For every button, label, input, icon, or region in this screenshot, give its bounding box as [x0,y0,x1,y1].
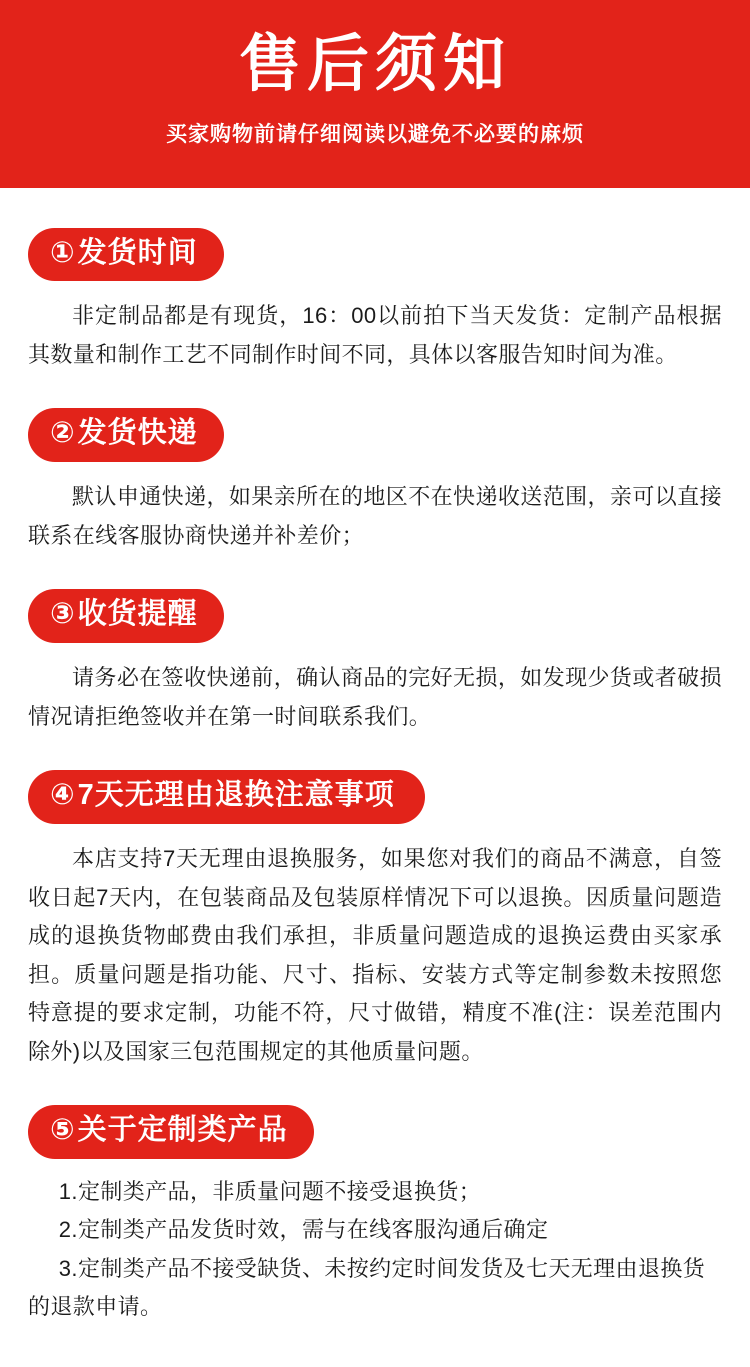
section-title: 发货快递 [77,417,198,450]
section-number: ① [50,236,76,269]
list-item: 3.定制类产品不接受缺货、未按约定时间发货及七天无理由退换货的退款申请。 [28,1255,706,1320]
section-title: 关于定制类产品 [77,1114,288,1147]
section-receipt-reminder [28,589,722,736]
section-title: 7天无理由退换注意事项 [77,779,395,812]
section-shipping-time [28,228,722,375]
section-shipping-courier [28,408,722,555]
section-heading-badge [28,408,224,462]
list-item: 2.定制类产品发货时效，需与在线客服沟通后确定 [58,1217,549,1243]
section-paragraph: 非定制品都是有现货，16：00以前拍下当天发货：定制产品根据其数量和制作工艺不同制作时间不同，具体以客服告知时间为准。 [28,303,722,367]
notice-content [0,228,750,1367]
list-item: 1.定制类产品，非质量问题不接受退换货； [58,1178,482,1204]
section-heading-badge [28,1105,314,1159]
page-title: 售后须知 [238,30,511,99]
section-seven-day-return [28,770,722,1071]
page-header-banner [0,0,750,188]
custom-products-list [28,1173,722,1327]
section-heading-badge [28,770,425,824]
section-title: 发货时间 [77,236,198,269]
page-subtitle: 买家购物前请仔细阅读以避免不必要的麻烦 [166,122,584,146]
section-paragraph: 默认申通快递，如果亲所在的地区不在快递收送范围，亲可以直接联系在线客服协商快递并补差价； [28,484,722,548]
section-custom-products [28,1105,722,1327]
section-number: ④ [50,779,76,812]
section-number: ⑤ [50,1114,76,1147]
section-title: 收货提醒 [77,598,198,631]
section-paragraph: 本店支持7天无理由退换服务，如果您对我们的商品不满意，自签收日起7天内，在包装商品及包装原样情况下可以退换。因质量问题造成的退换货物邮费由我们承担，非质量问题造成的退换运费由买家承担。质量问题是指功能、尺寸、指标、安装方式等定制参数未按照您特意提的要求定制，功能不符，尺寸做错，精度不准(注：误差范围内除外)以及国家三包范围规定的其他质量问题。 [28,846,722,1064]
section-heading-badge [28,228,224,282]
section-heading-badge [28,589,224,643]
section-number: ③ [50,598,76,631]
section-paragraph: 请务必在签收快递前，确认商品的完好无损，如发现少货或者破损情况请拒绝签收并在第一时间联系我们。 [28,665,722,729]
section-number: ② [50,417,76,450]
